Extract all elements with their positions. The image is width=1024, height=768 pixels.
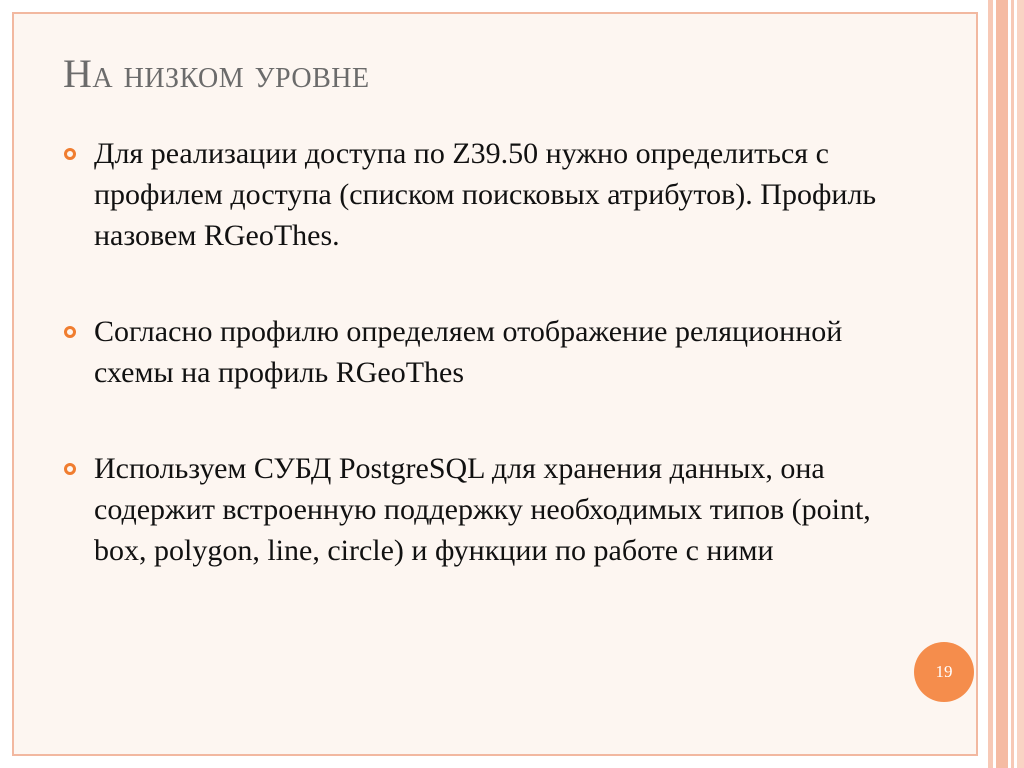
bullet-item — [64, 133, 904, 256]
bullet-item — [64, 311, 904, 393]
decorative-stripe — [988, 0, 993, 768]
bullet-text: Для реализации доступа по Z39.50 нужно определиться с профилем доступа (списком поисковых атрибутов). Профиль назовем RGeoThes. — [94, 137, 877, 252]
bullet-list — [64, 133, 904, 626]
decorative-stripe — [1017, 0, 1024, 768]
ring-bullet-icon — [64, 326, 76, 338]
slide-title: На низком уровне — [63, 51, 370, 96]
page-number-badge — [914, 642, 974, 702]
ring-bullet-icon — [64, 463, 76, 475]
bullet-text: Согласно профилю определяем отображение реляционной схемы на профиль RGeoThes — [94, 315, 843, 389]
bullet-item — [64, 448, 904, 571]
ring-bullet-icon — [64, 148, 76, 160]
decorative-stripe — [996, 0, 1008, 768]
bullet-text: Используем СУБД PostgreSQL для хранения данных, она содержит встроенную поддержку необходимых типов (point, box, polygon, line, circle) и функции по работе с ними — [94, 452, 871, 567]
page-number: 19 — [935, 662, 953, 681]
decorative-stripe — [1011, 0, 1014, 768]
